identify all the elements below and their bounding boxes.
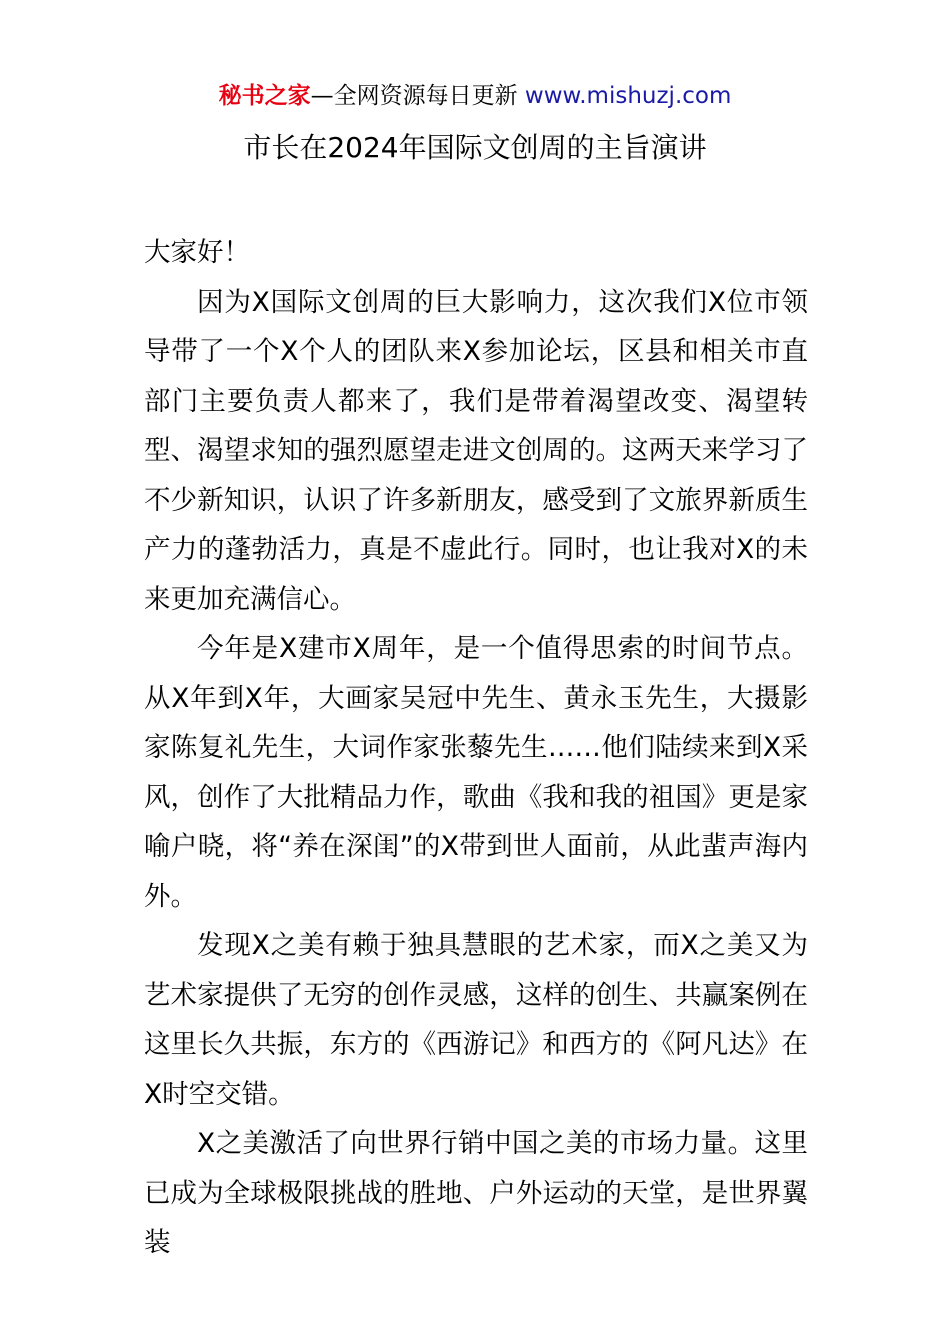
body-paragraph-3: 发现X之美有赖于独具慧眼的艺术家，而X之美又为艺术家提供了无穷的创作灵感，这样的创生、共赢案例在这里长久共振，东方的《西游记》和西方的《阿凡达》在X时空交错。 — [144, 930, 808, 1110]
salutation-paragraph: 大家好！ — [144, 237, 250, 268]
site-url-link[interactable]: www.mishuzj.com — [524, 83, 732, 109]
body-paragraph-2: 今年是X建市X周年，是一个值得思索的时间节点。从X年到X年，大画家吴冠中先生、黄永玉先生，大摄影家陈复礼先生，大词作家张藜先生……他们陆续来到X采风，创作了大批精品力作，歌曲《我和我的祖国》更是家喻户晓，将“养在深闺”的X带到世人面前，从此蜚声海内外。 — [144, 633, 808, 912]
site-brand-name[interactable]: 秘书之家 — [218, 83, 311, 109]
site-tagline: —全网资源每日更新 — [310, 83, 525, 109]
body-paragraph-4: X之美激活了向世界行销中国之美的市场力量。这里已成为全球极限挑战的胜地、户外运动的天堂，是世界翼装 — [144, 1128, 808, 1258]
site-header — [0, 78, 950, 114]
document-body — [144, 228, 808, 1268]
document-title: 市长在2024年国际文创周的主旨演讲 — [243, 131, 707, 164]
body-paragraph-1: 因为X国际文创周的巨大影响力，这次我们X位市领导带了一个X个人的团队来X参加论坛，区县和相关市直部门主要负责人都来了，我们是带着渴望改变、渴望转型、渴望求知的强烈愿望走进文创周的。这两天来学习了不少新知识，认识了许多新朋友，感受到了文旅界新质生产力的蓬勃活力，真是不虚此行。同时，也让我对X的未来更加充满信心。 — [144, 286, 808, 615]
